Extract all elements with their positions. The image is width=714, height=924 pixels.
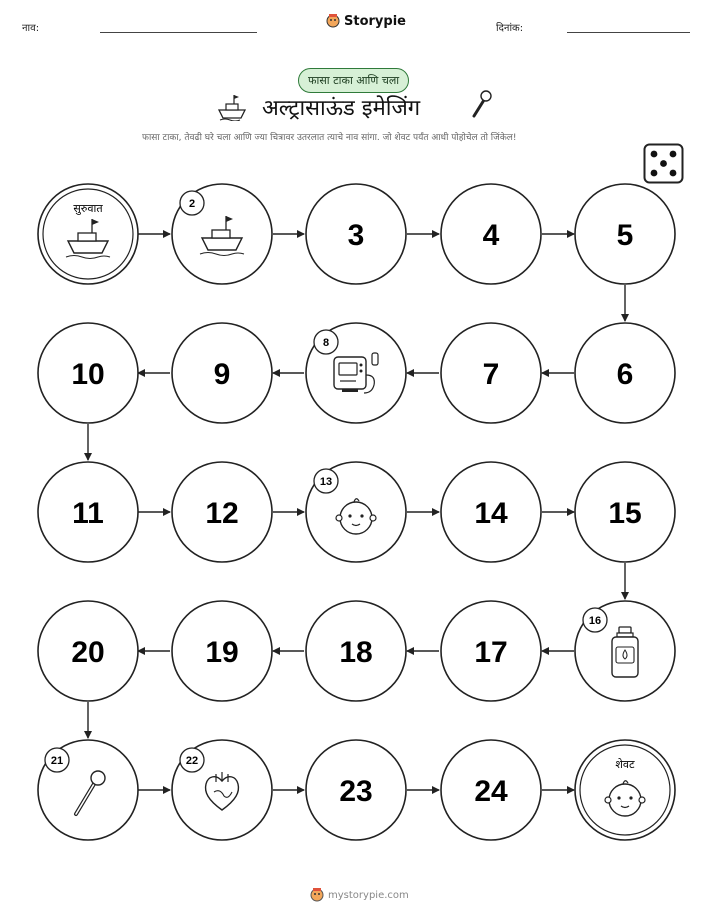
cell-number: 15 [608,497,642,530]
cell-number: 19 [205,636,239,669]
date-label: दिनांक: [496,23,524,34]
cell-number: 12 [205,497,239,530]
cell-20[interactable] [38,601,138,701]
cell-number: 18 [339,636,373,669]
cell-number: 16 [588,615,602,627]
cell-22[interactable] [172,740,272,840]
footer [310,887,409,903]
cell-15[interactable] [575,462,675,562]
cell-number: 6 [616,358,634,391]
page-title: अल्ट्रासाऊंड इमेजिंग [262,96,421,121]
cell-9[interactable] [172,323,272,423]
cell-number: 13 [319,476,333,488]
cell-number: 2 [188,198,196,210]
cell-number: 24 [474,775,508,808]
cell-19[interactable] [172,601,272,701]
cell-17[interactable] [441,601,541,701]
cell-number: 8 [322,337,330,349]
cell-number: 23 [339,775,373,808]
cell-number: 20 [71,636,105,669]
instructions: फासा टाका, तेवढी घरे चला आणि ज्या चित्रावर उतरलात त्याचे नाव सांगा. जो शेवट पर्यंत आधी पोहोचेल तो जिंकेल! [142,133,517,143]
cell-number: 11 [72,497,104,530]
cell-number: 21 [50,755,64,767]
cell-24[interactable] [441,740,541,840]
cell-3[interactable] [306,184,406,284]
cell-13[interactable] [306,462,406,562]
cell-21[interactable] [38,740,138,840]
cell-7[interactable] [441,323,541,423]
footer-site[interactable]: mystorypie.com [328,889,409,901]
cell-number: 4 [482,219,500,252]
cell-23[interactable] [306,740,406,840]
cell-number: 14 [474,497,508,530]
cell-number: 22 [185,755,199,767]
cell-12[interactable] [172,462,272,562]
end-label: शेवट [615,759,635,771]
brand-name: Storypie [344,13,406,29]
cell-number: 9 [213,358,231,391]
game-type-pill: फासा टाका आणि चला [298,68,409,93]
cell-6[interactable] [575,323,675,423]
cell-4[interactable] [441,184,541,284]
cell-number: 17 [474,636,508,669]
cell-number: 3 [347,219,365,252]
start-label: सुरुवात [73,203,103,215]
name-label: नाव: [22,23,40,34]
cell-18[interactable] [306,601,406,701]
cell-number: 7 [482,358,500,391]
cell-14[interactable] [441,462,541,562]
cell-11[interactable] [38,462,138,562]
cell-start[interactable] [38,184,138,284]
cell-5[interactable] [575,184,675,284]
cell-number: 5 [616,219,634,252]
cell-8[interactable] [306,323,406,423]
cell-10[interactable] [38,323,138,423]
storypie-mascot-icon [310,887,324,903]
cell-number: 10 [71,358,105,391]
cell-end[interactable] [575,740,675,840]
cell-2[interactable] [172,184,272,284]
cell-16[interactable] [575,601,675,701]
